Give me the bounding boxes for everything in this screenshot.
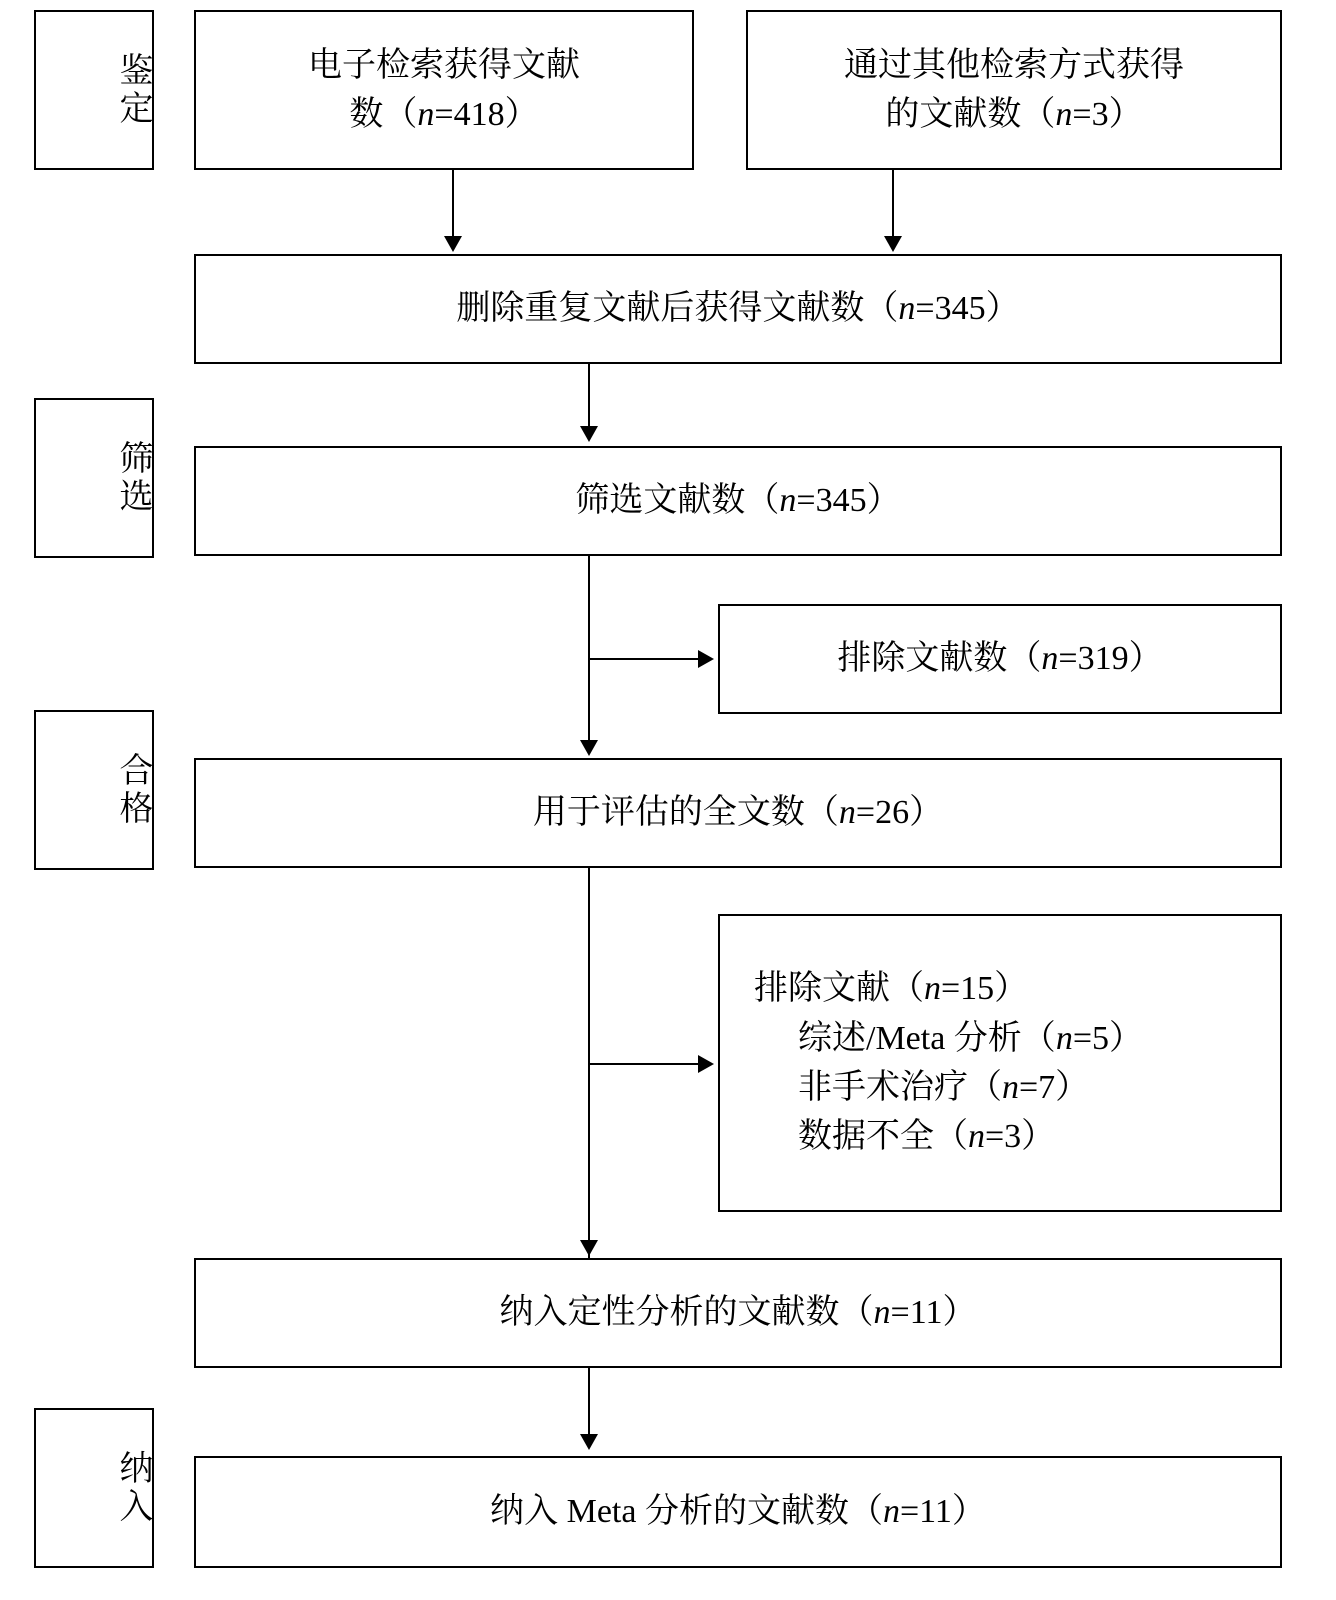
stage-label-identification	[34, 10, 154, 170]
excluded-screening-n: n	[1041, 640, 1059, 678]
stage-label-eligibility-text: 合格	[114, 752, 151, 828]
fulltext-assessed-post: =26）	[855, 794, 944, 832]
arrow-line-screened-to-fulltext	[588, 556, 590, 742]
excluded-reason-0-post: =5）	[1072, 1019, 1143, 1057]
box-meta-analysis	[194, 1456, 1282, 1568]
arrow-head-electronic-to-dedup	[444, 236, 462, 252]
arrow-head-screened-to-fulltext	[580, 740, 598, 756]
other-search-line2-pre: 的文献数（	[885, 96, 1056, 133]
meta-analysis-post: =11）	[899, 1493, 986, 1531]
qualitative-pre: 纳入定性分析的文献数（	[499, 1294, 874, 1332]
arrow-head-screened-to-excluded	[698, 650, 714, 668]
box-excluded-screening	[718, 604, 1282, 714]
box-deduplicated	[194, 254, 1282, 364]
stage-label-screening	[34, 398, 154, 558]
arrow-line-other-to-dedup	[892, 170, 894, 238]
screened-post: =345）	[796, 482, 901, 520]
excluded-reason-0-pre: 综述/Meta 分析（	[798, 1019, 1056, 1057]
fulltext-assessed-n: n	[838, 794, 856, 832]
excluded-reason-1-post: =7）	[1019, 1069, 1090, 1106]
stage-label-eligibility	[34, 710, 154, 870]
excluded-reason-item	[754, 1112, 1270, 1161]
deduplicated-pre: 删除重复文献后获得文献数（	[456, 290, 899, 328]
stage-label-included-text: 纳入	[114, 1450, 151, 1526]
stage-label-identification-text: 鉴定	[114, 52, 151, 128]
stage-label-included	[34, 1408, 154, 1568]
box-other-search	[746, 10, 1282, 170]
arrow-head-fulltext-to-excluded	[698, 1055, 714, 1073]
arrow-line-qualitative-to-meta	[588, 1368, 590, 1436]
qualitative-n: n	[873, 1294, 891, 1332]
excluded-reason-0-n: n	[1055, 1019, 1073, 1057]
stage-label-screening-text: 筛选	[114, 440, 151, 516]
arrow-head-dedup-to-screened	[580, 426, 598, 442]
arrow-head-fulltext-to-qualitative	[580, 1240, 598, 1256]
arrow-line-screened-to-excluded	[588, 658, 700, 660]
excluded-reason-item	[754, 1063, 1270, 1112]
arrow-line-electronic-to-dedup	[452, 170, 454, 238]
box-excluded-fulltext	[718, 914, 1282, 1212]
meta-analysis-pre: 纳入 Meta 分析的文献数（	[490, 1493, 883, 1531]
excluded-reason-item	[754, 1014, 1270, 1063]
fulltext-assessed-pre: 用于评估的全文数（	[532, 794, 839, 832]
excluded-reason-1-pre: 非手术治疗（	[798, 1069, 1002, 1106]
electronic-search-n: n	[417, 96, 435, 133]
screened-n: n	[779, 482, 797, 520]
excluded-reason-1-n: n	[1002, 1069, 1019, 1106]
arrow-line-fulltext-to-excluded	[588, 1063, 700, 1065]
electronic-search-line1: 电子检索获得文献	[308, 46, 580, 84]
excluded-reason-2-post: =3）	[985, 1118, 1056, 1156]
other-search-line1: 通过其他检索方式获得	[844, 46, 1184, 84]
excluded-fulltext-title-pre: 排除文献（	[754, 970, 924, 1008]
excluded-reason-2-pre: 数据不全（	[798, 1118, 968, 1156]
deduplicated-n: n	[898, 290, 916, 328]
box-fulltext-assessed	[194, 758, 1282, 868]
box-qualitative-synthesis	[194, 1258, 1282, 1368]
excluded-reason-2-n: n	[968, 1118, 985, 1156]
deduplicated-post: =345）	[915, 290, 1020, 328]
arrow-head-other-to-dedup	[884, 236, 902, 252]
box-screened	[194, 446, 1282, 556]
other-search-n: n	[1055, 96, 1073, 133]
box-electronic-search	[194, 10, 694, 170]
electronic-search-line2-pre: 数（	[349, 96, 418, 133]
other-search-line2-post: =3）	[1072, 96, 1143, 133]
arrow-head-qualitative-to-meta	[580, 1434, 598, 1450]
arrow-line-dedup-to-screened	[588, 364, 590, 428]
screened-pre: 筛选文献数（	[575, 482, 780, 520]
qualitative-post: =11）	[890, 1294, 977, 1332]
excluded-screening-pre: 排除文献数（	[837, 640, 1042, 678]
excluded-screening-post: =319）	[1058, 640, 1163, 678]
excluded-fulltext-title-n: n	[924, 970, 941, 1008]
excluded-fulltext-title-post: =15）	[941, 970, 1029, 1008]
electronic-search-line2-post: =418）	[434, 96, 539, 133]
meta-analysis-n: n	[882, 1493, 900, 1531]
